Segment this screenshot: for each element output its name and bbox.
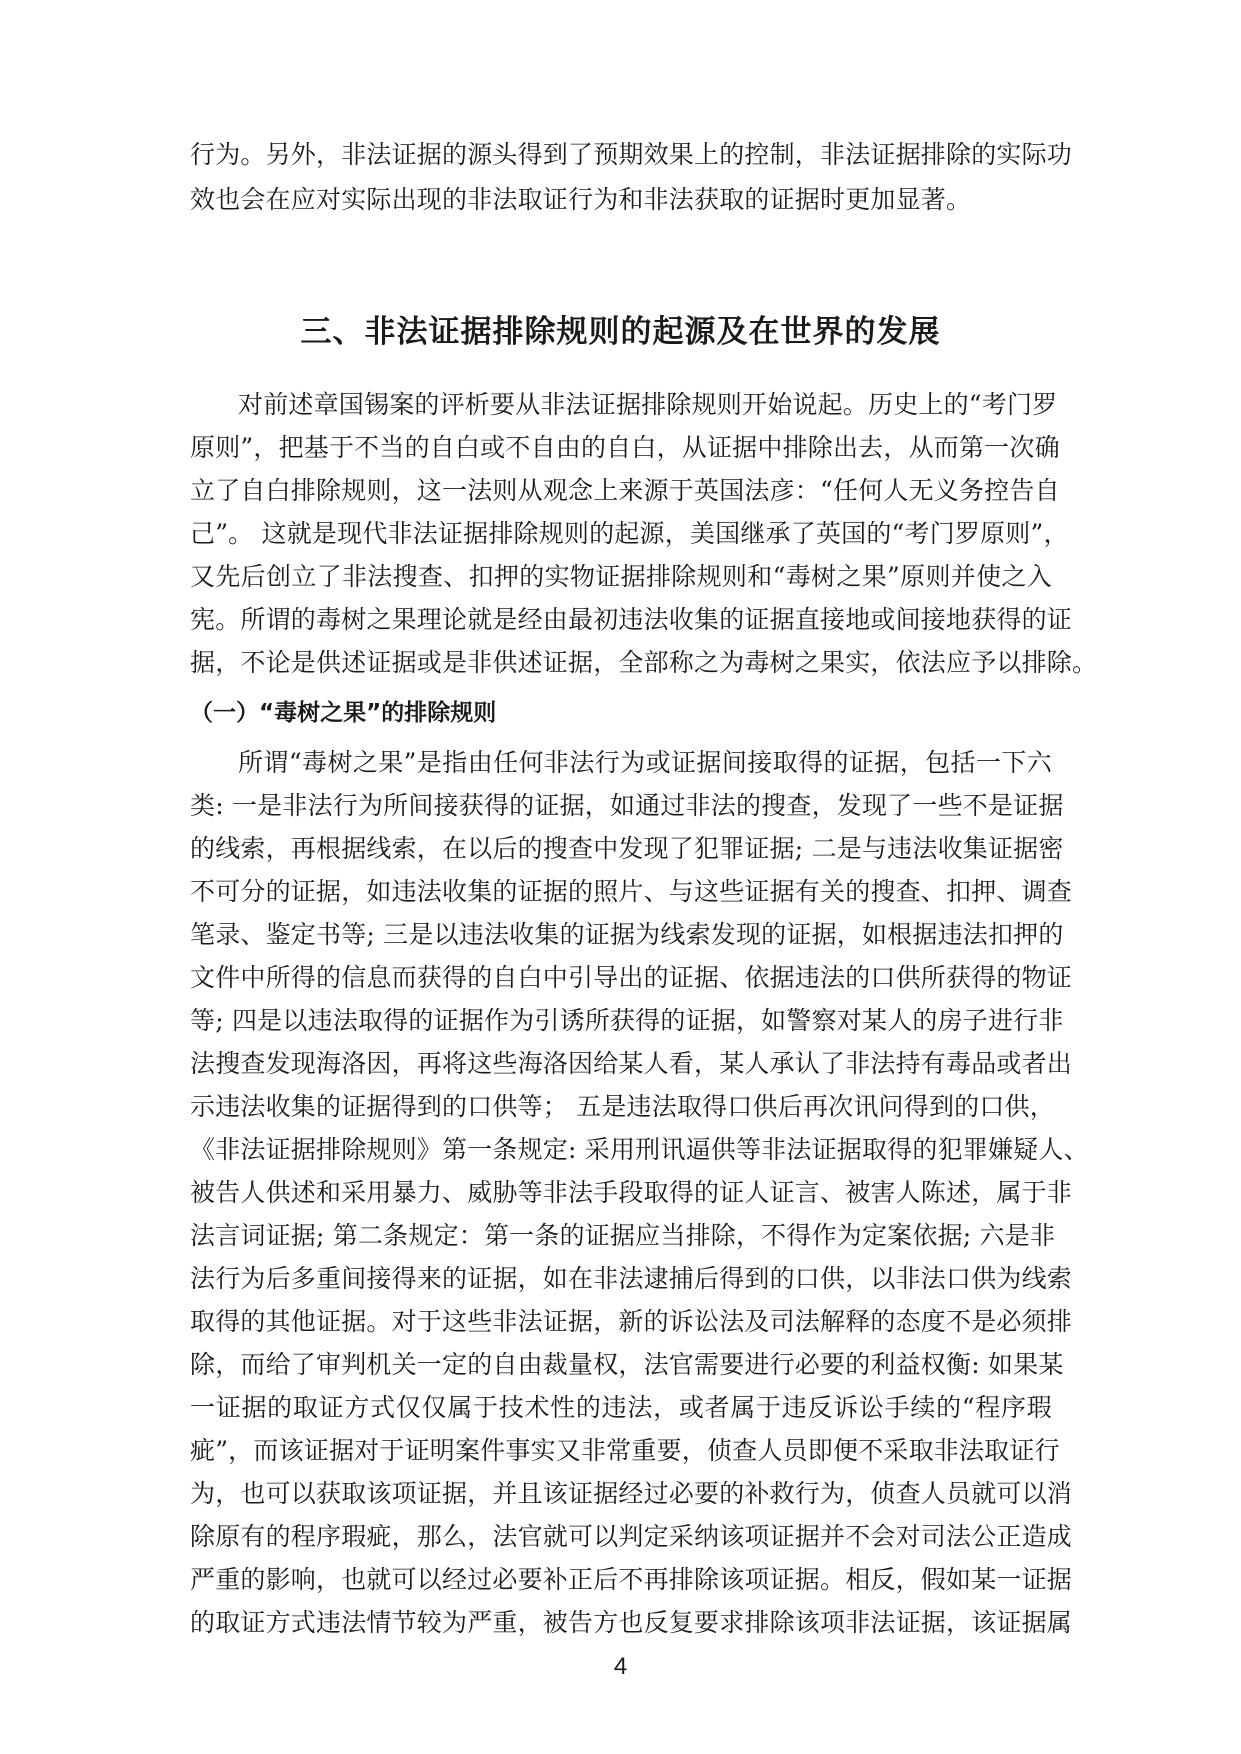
body-line: 严重的影响，也就可以经过必要补正后不再排除该项证据。相反，假如某一证据 (190, 1565, 1073, 1594)
body-line: 据，不论是供述证据或是非供述证据，全部称之为毒树之果实，依法应予以排除。 (190, 648, 1098, 677)
body-line: 《非法证据排除规则》第一条规定: 采用刑讯逼供等非法证据取得的犯罪嫌疑人、 (190, 1135, 1089, 1164)
body-line: 效也会在应对实际出现的非法取证行为和非法获取的证据时更加显著。 (190, 185, 972, 214)
body-line: 的取证方式违法情节较为严重，被告方也反复要求排除该项非法证据，该证据属 (190, 1608, 1073, 1637)
body-line: 为，也可以获取该项证据，并且该证据经过必要的补救行为，侦查人员就可以消 (190, 1479, 1073, 1508)
body-line: 等; 四是以违法取得的证据作为引诱所获得的证据，如警察对某人的房子进行非 (190, 1006, 1064, 1035)
paragraph-first-line: 所谓“毒树之果”是指由任何非法行为或证据间接取得的证据，包括一下六 (238, 748, 1052, 777)
body-line: 立了自白排除规则，这一法则从观念上来源于英国法彦：“任何人无义务控告自 (190, 476, 1060, 505)
body-line: 类: 一是非法行为所间接获得的证据，如通过非法的搜查，发现了一些不是证据 (190, 791, 1064, 820)
body-line: 行为。另外，非法证据的源头得到了预期效果上的控制，非法证据排除的实际功 (190, 140, 1073, 169)
page-number: 4 (613, 1653, 628, 1680)
body-line: 一证据的取证方式仅仅属于技术性的违法，或者属于违反诉讼手续的“程序瑕 (190, 1393, 1052, 1422)
body-line: 示违法收集的证据得到的口供等； 五是违法取得口供后再次讯问得到的口供， (190, 1092, 1055, 1121)
body-line: 宪。所谓的毒树之果理论就是经由最初违法收集的证据直接地或间接地获得的证 (190, 605, 1073, 634)
body-line: 文件中所得的信息而获得的自白中引导出的证据、依据违法的口供所获得的物证 (190, 963, 1073, 992)
body-line: 不可分的证据，如违法收集的证据的照片、与这些证据有关的搜查、扣押、调查 (190, 877, 1073, 906)
body-line: 疵”，而该证据对于证明案件事实又非常重要，侦查人员即便不采取非法取证行 (190, 1436, 1060, 1465)
body-line: 己”。 这就是现代非法证据排除规则的起源，美国继承了英国的“考门罗原则”， (190, 519, 1069, 548)
body-line: 法行为后多重间接得来的证据，如在非法逮捕后得到的口供，以非法口供为线索 (190, 1264, 1073, 1293)
body-line: 法搜查发现海洛因，再将这些海洛因给某人看，某人承认了非法持有毒品或者出 (190, 1049, 1073, 1078)
body-line: 被告人供述和采用暴力、威胁等非法手段取得的证人证言、被害人陈述，属于非 (190, 1178, 1073, 1207)
subsection-heading: （一）“毒树之果”的排除规则 (190, 700, 497, 726)
body-line: 取得的其他证据。对于这些非法证据，新的诉讼法及司法解释的态度不是必须排 (190, 1307, 1073, 1336)
section-heading: 三、非法证据排除规则的起源及在世界的发展 (300, 314, 941, 350)
body-line: 除，而给了审判机关一定的自由裁量权，法官需要进行必要的利益权衡: 如果某 (190, 1350, 1064, 1379)
body-line: 原则”，把基于不当的自白或不自由的自白，从证据中排除出去，从而第一次确 (190, 433, 1060, 462)
body-line: 笔录、鉴定书等; 三是以违法收集的证据为线索发现的证据，如根据违法扣押的 (190, 920, 1064, 949)
body-line: 的线索，再根据线索，在以后的搜查中发现了犯罪证据; 二是与违法收集证据密 (190, 834, 1064, 863)
paragraph-first-line: 对前述章国锡案的评析要从非法证据排除规则开始说起。历史上的“考门罗 (238, 390, 1058, 419)
body-line: 除原有的程序瑕疵，那么，法官就可以判定采纳该项证据并不会对司法公正造成 (190, 1522, 1073, 1551)
body-line: 法言词证据; 第二条规定：第一条的证据应当排除，不得作为定案依据; 六是非 (190, 1221, 1056, 1250)
body-line: 又先后创立了非法搜查、扣押的实物证据排除规则和“毒树之果”原则并使之入 (190, 562, 1052, 591)
